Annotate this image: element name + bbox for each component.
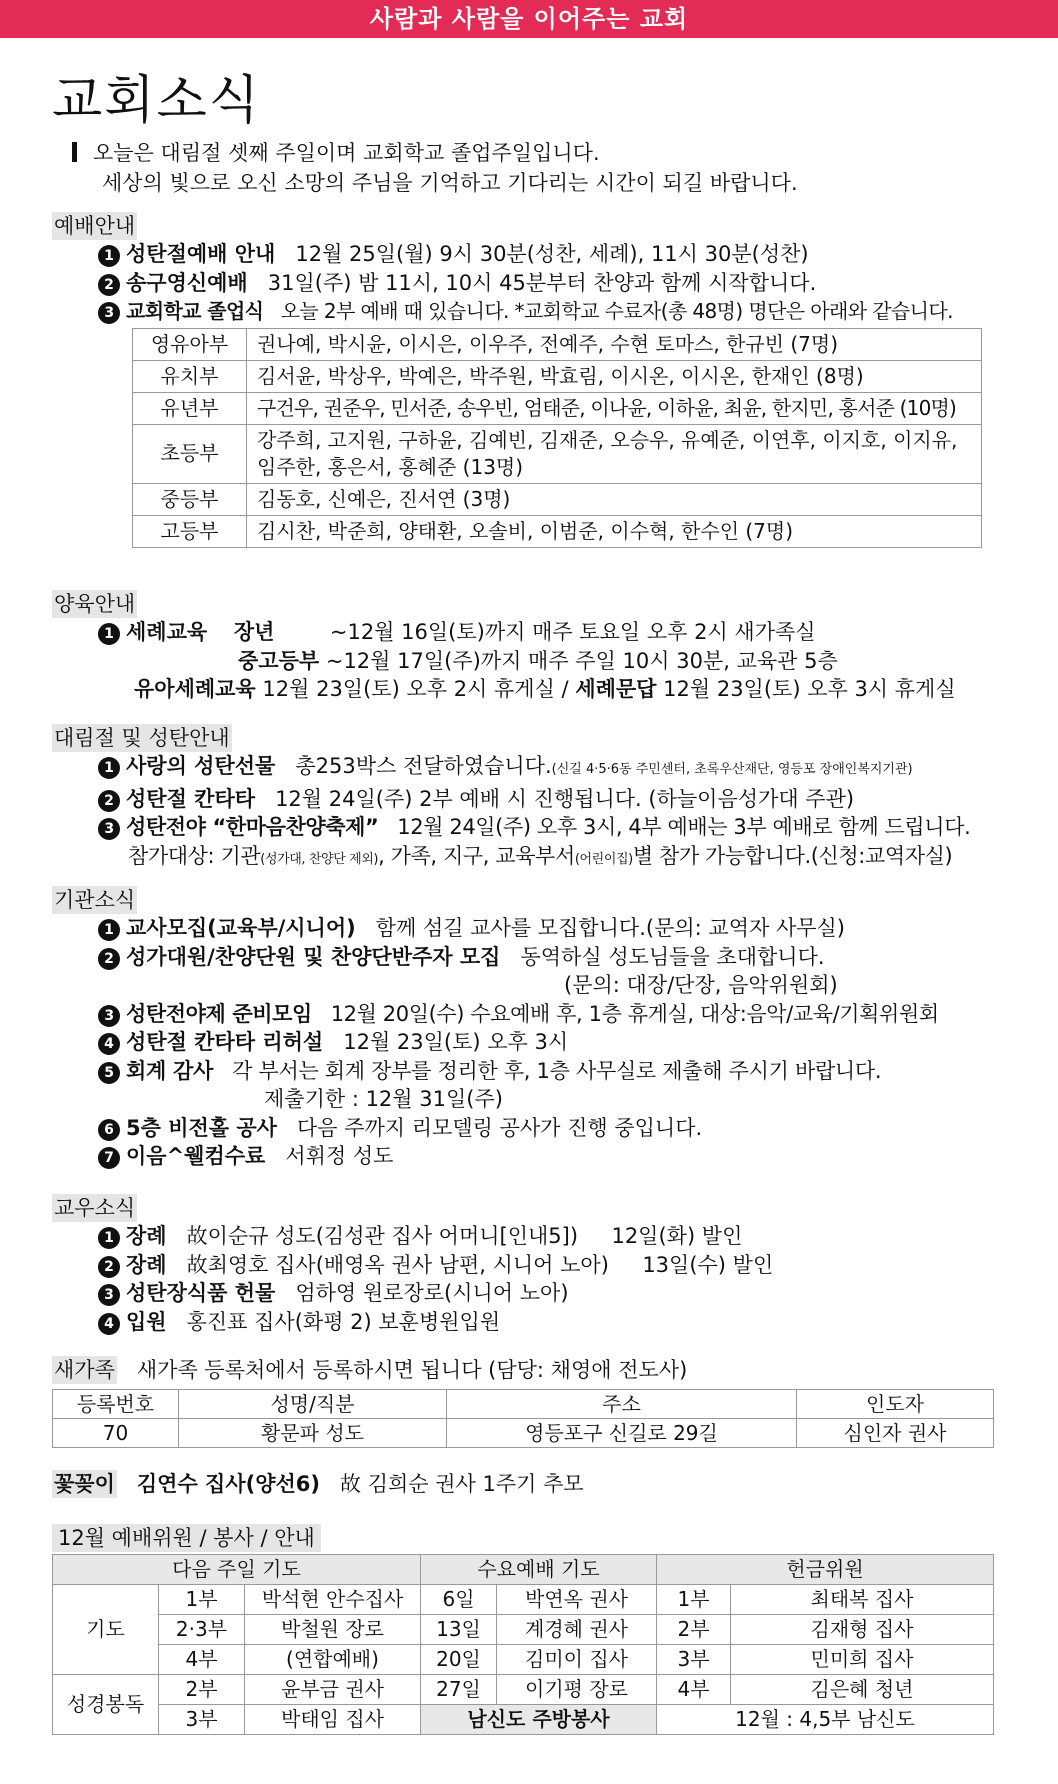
item-text: 동역하실 성도님들을 초대합니다. bbox=[520, 944, 825, 969]
item-text: 12월 23일(토) 오후 3시 bbox=[343, 1030, 569, 1054]
group-label: 성경봉독 bbox=[53, 1675, 159, 1735]
table-row bbox=[53, 1675, 994, 1705]
section-heading: 예배안내 bbox=[54, 214, 136, 238]
item-text: 12월 25일(월) 9시 30분(성찬, 세례), 11시 30분(성찬) bbox=[295, 242, 809, 266]
item-note: (성가대, 찬양단 제외) bbox=[260, 851, 379, 867]
number-badge: 1 bbox=[98, 757, 120, 779]
item-text: 12월 23일(토) 오후 3시 휴게실 bbox=[663, 677, 956, 701]
table-cell: 4부 bbox=[657, 1675, 731, 1705]
list-item bbox=[52, 1222, 773, 1251]
number-badge: 4 bbox=[98, 1313, 120, 1335]
table-row bbox=[133, 424, 982, 483]
table-row bbox=[133, 392, 982, 424]
members-section bbox=[52, 1194, 773, 1336]
table-cell: 김재형 집사 bbox=[731, 1615, 994, 1645]
table-cell: 윤부금 권사 bbox=[245, 1675, 421, 1705]
number-badge: 3 bbox=[98, 302, 120, 324]
column-header: 다음 주일 기도 bbox=[53, 1555, 421, 1585]
list-item bbox=[52, 647, 956, 676]
table-cell: 최태복 집사 bbox=[731, 1585, 994, 1615]
dept-cell: 중등부 bbox=[133, 483, 247, 515]
column-header: 주소 bbox=[447, 1389, 797, 1418]
section-heading: 12월 예배위원 / 봉사 / 안내 bbox=[52, 1524, 321, 1552]
item-title: 회계 감사 bbox=[126, 1058, 213, 1083]
item-text: 엄하영 원로장로(시니어 노아) bbox=[295, 1281, 569, 1305]
table-cell: 박연옥 권사 bbox=[497, 1585, 657, 1615]
table-header-row bbox=[53, 1555, 994, 1585]
table-row bbox=[133, 483, 982, 515]
table-cell: 2부 bbox=[159, 1675, 245, 1705]
number-badge: 2 bbox=[98, 948, 120, 970]
section-heading: 기관소식 bbox=[54, 888, 136, 912]
names-cell: 김시찬, 박준희, 양태환, 오솔비, 이범준, 이수혁, 한수인 (7명) bbox=[247, 515, 982, 547]
item-text: 서휘정 성도 bbox=[285, 1144, 394, 1168]
list-item bbox=[52, 1114, 939, 1143]
item-title: 사랑의 성탄선물 bbox=[126, 754, 276, 778]
dept-cell: 영유아부 bbox=[133, 328, 247, 360]
list-item-sub: 제출기한 : 12월 31일(주) bbox=[264, 1087, 503, 1111]
item-title: 장례 bbox=[126, 1252, 167, 1277]
kitchen-label: 남신도 주방봉사 bbox=[421, 1705, 657, 1735]
table-cell: 20일 bbox=[421, 1645, 497, 1675]
section-heading: 대림절 및 성탄안내 bbox=[54, 726, 230, 750]
number-badge: 2 bbox=[98, 790, 120, 812]
advent-section bbox=[52, 724, 970, 874]
list-item bbox=[52, 1279, 773, 1308]
number-badge: 3 bbox=[98, 1005, 120, 1027]
header-banner: 사람과 사람을 이어주는 교회 bbox=[0, 0, 1058, 38]
dept-cell: 초등부 bbox=[133, 424, 247, 483]
item-text: 새가족 등록처에서 등록하시면 됩니다 (담당: 채영애 전도사) bbox=[136, 1358, 688, 1382]
table-row bbox=[133, 328, 982, 360]
table-cell: 이기평 장로 bbox=[497, 1675, 657, 1705]
item-title: 송구영신예배 bbox=[126, 270, 248, 295]
list-item bbox=[52, 240, 982, 269]
section-heading: 새가족 bbox=[54, 1358, 115, 1382]
table-cell: 1부 bbox=[657, 1585, 731, 1615]
nurture-section bbox=[52, 590, 956, 704]
item-tail: 12일(화) 발인 bbox=[611, 1224, 743, 1248]
number-badge: 4 bbox=[98, 1033, 120, 1055]
table-cell: (연합예배) bbox=[245, 1645, 421, 1675]
list-item-sub: (문의: 대장/단장, 음악위원회) bbox=[564, 973, 838, 997]
column-header: 수요예배 기도 bbox=[421, 1555, 657, 1585]
item-text: 故이순규 성도(김성관 집사 어머니[인내5]) bbox=[186, 1224, 579, 1248]
group-label: 기도 bbox=[53, 1585, 159, 1675]
table-row bbox=[53, 1705, 994, 1735]
intro-line2: 세상의 빛으로 오신 소망의 주님을 기억하고 기다리는 시간이 되길 바랍니다. bbox=[102, 171, 798, 195]
worship-section bbox=[52, 212, 982, 548]
table-cell: 4부 bbox=[159, 1645, 245, 1675]
list-item bbox=[52, 1308, 773, 1337]
item-text: , 가족, 지구, 교육부서 bbox=[378, 843, 575, 868]
list-item bbox=[52, 269, 982, 298]
section-heading: 꽃꽂이 bbox=[54, 1472, 115, 1496]
item-text: 다음 주까지 리모델링 공사가 진행 중입니다. bbox=[296, 1115, 703, 1140]
dept-cell: 고등부 bbox=[133, 515, 247, 547]
item-title: 성탄절예배 안내 bbox=[126, 242, 276, 266]
table-cell: 3부 bbox=[657, 1645, 731, 1675]
item-title: 성가대원/찬양단원 및 찬양단반주자 모집 bbox=[126, 944, 501, 969]
names-cell: 권나예, 박시윤, 이시은, 이우주, 전예주, 수현 토마스, 한규빈 (7명) bbox=[247, 328, 982, 360]
list-item bbox=[52, 675, 956, 704]
item-text: 함께 섬길 교사를 모집합니다.(문의: 교역자 사무실) bbox=[375, 916, 845, 940]
table-cell: 2부 bbox=[657, 1615, 731, 1645]
newfamily-section bbox=[52, 1356, 994, 1448]
list-item bbox=[52, 1057, 939, 1086]
names-cell: 김서윤, 박상우, 박예은, 박주원, 박효림, 이시온, 이시온, 한재인 (8명) bbox=[247, 360, 982, 392]
dept-cell: 유치부 bbox=[133, 360, 247, 392]
list-item bbox=[52, 1251, 773, 1280]
table-row bbox=[53, 1615, 994, 1645]
number-badge: 6 bbox=[98, 1119, 120, 1141]
item-title: 김연수 집사(양선6) bbox=[136, 1472, 321, 1496]
table-cell: 1부 bbox=[159, 1585, 245, 1615]
item-title: 성탄절 칸타타 리허설 bbox=[126, 1030, 324, 1054]
list-item bbox=[52, 1000, 939, 1029]
table-cell: 6일 bbox=[421, 1585, 497, 1615]
table-cell: 황문파 성도 bbox=[179, 1418, 447, 1447]
table-cell: 13일 bbox=[421, 1615, 497, 1645]
item-text: 참가대상: 기관 bbox=[128, 843, 261, 868]
kitchen-text: 12월 : 4,5부 남신도 bbox=[657, 1705, 994, 1735]
number-badge: 7 bbox=[98, 1147, 120, 1169]
list-item bbox=[52, 785, 970, 814]
table-cell: 영등포구 신길로 29길 bbox=[447, 1418, 797, 1447]
item-text: 12월 23일(토) 오후 2시 휴게실 / bbox=[262, 677, 569, 701]
item-note: (어린이집) bbox=[574, 851, 633, 867]
intro-line1: 오늘은 대림절 셋째 주일이며 교회학교 졸업주일입니다. bbox=[93, 141, 600, 165]
names-cell: 김동호, 신예은, 진서연 (3명) bbox=[247, 483, 982, 515]
item-tail: 13일(수) 발인 bbox=[642, 1252, 774, 1277]
table-cell: 박태임 집사 bbox=[245, 1705, 421, 1735]
table-cell: 박철원 장로 bbox=[245, 1615, 421, 1645]
table-cell: 민미희 집사 bbox=[731, 1645, 994, 1675]
list-item bbox=[52, 943, 939, 972]
item-title: 입원 bbox=[126, 1309, 167, 1334]
list-item bbox=[52, 752, 970, 785]
page-title: 교회소식 bbox=[52, 71, 261, 131]
item-text: 오늘 2부 예배 때 있습니다. *교회학교 수료자(총 48명) 명단은 아래와 같습니다. bbox=[280, 299, 953, 323]
item-text: ~12월 16일(토)까지 매주 토요일 오후 2시 새가족실 bbox=[329, 620, 816, 644]
item-title: 교사모집(교육부/시니어) bbox=[126, 916, 356, 940]
item-title: 교회학교 졸업식 bbox=[126, 299, 264, 323]
table-row bbox=[133, 360, 982, 392]
item-text: 별 참가 가능합니다.(신청:교역자실) bbox=[632, 843, 953, 868]
table-header-row bbox=[53, 1389, 994, 1418]
item-text: 총253박스 전달하였습니다. bbox=[295, 754, 552, 778]
item-text: 홍진표 집사(화평 2) 보훈병원입원 bbox=[186, 1309, 501, 1334]
section-heading: 양육안내 bbox=[54, 592, 136, 616]
item-title: 성탄전야제 준비모임 bbox=[126, 1001, 312, 1026]
column-header: 성명/직분 bbox=[179, 1389, 447, 1418]
list-item bbox=[52, 813, 970, 842]
list-item bbox=[52, 1028, 939, 1057]
table-cell: 심인자 권사 bbox=[797, 1418, 994, 1447]
table-row bbox=[53, 1585, 994, 1615]
list-item bbox=[52, 618, 956, 647]
item-title: 세례교육 bbox=[126, 620, 208, 644]
item-title: 장례 bbox=[126, 1224, 167, 1248]
list-item bbox=[52, 297, 982, 326]
item-title: 성탄절 칸타타 bbox=[126, 786, 256, 811]
column-header: 인도자 bbox=[797, 1389, 994, 1418]
item-text: 12월 24일(주) 2부 예배 시 진행됩니다. (하늘이음성가대 주관) bbox=[275, 786, 855, 811]
table-cell: 2·3부 bbox=[159, 1615, 245, 1645]
table-row bbox=[133, 515, 982, 547]
table-cell: 27일 bbox=[421, 1675, 497, 1705]
item-text: 각 부서는 회계 장부를 정리한 후, 1층 사무실로 제출해 주시기 바랍니다. bbox=[232, 1058, 882, 1083]
item-title: 유아세례교육 bbox=[134, 677, 256, 701]
bullet-bar bbox=[72, 142, 77, 162]
item-text: 31일(주) 밤 11시, 10시 45분부터 찬양과 함께 시작합니다. bbox=[267, 270, 817, 295]
duty-section bbox=[52, 1524, 994, 1735]
table-row bbox=[53, 1418, 994, 1447]
flowers-section bbox=[52, 1470, 584, 1499]
item-text: 故최영호 집사(배영옥 권사 남편, 시니어 노아) bbox=[186, 1252, 609, 1277]
number-badge: 3 bbox=[98, 818, 120, 840]
number-badge: 3 bbox=[98, 1284, 120, 1306]
table-cell: 3부 bbox=[159, 1705, 245, 1735]
number-badge: 1 bbox=[98, 623, 120, 645]
flowers-line bbox=[52, 1470, 584, 1499]
item-title: 세례문답 bbox=[575, 677, 657, 701]
dept-cell: 유년부 bbox=[133, 392, 247, 424]
item-label: 중고등부 bbox=[238, 648, 320, 673]
item-title: 성탄전야 “한마음찬양축제” bbox=[126, 815, 379, 839]
item-text: 故 김희순 권사 1주기 추모 bbox=[340, 1472, 584, 1496]
graduates-table bbox=[132, 328, 982, 548]
number-badge: 1 bbox=[98, 245, 120, 267]
column-header: 등록번호 bbox=[53, 1389, 179, 1418]
newfamily-line bbox=[52, 1356, 994, 1385]
number-badge: 2 bbox=[98, 274, 120, 296]
number-badge: 2 bbox=[98, 1256, 120, 1278]
names-cell: 강주희, 고지원, 구하윤, 김예빈, 김재준, 오승우, 유예준, 이연후, 이지호, 이지유, 임주한, 홍은서, 홍혜준 (13명) bbox=[247, 424, 982, 483]
number-badge: 5 bbox=[98, 1062, 120, 1084]
names-cell: 구건우, 권준우, 민서준, 송우빈, 엄태준, 이나윤, 이하윤, 최윤, 한지민, 홍서준 (10명) bbox=[247, 392, 982, 424]
item-text: ~12월 17일(주)까지 매주 주일 10시 30분, 교육관 5층 bbox=[325, 648, 838, 673]
duty-table bbox=[52, 1554, 994, 1735]
table-cell: 70 bbox=[53, 1418, 179, 1447]
item-text: 12월 20일(수) 수요예배 후, 1층 휴게실, 대상:음악/교육/기획위원회 bbox=[330, 1001, 939, 1026]
table-cell: 김은혜 청년 bbox=[731, 1675, 994, 1705]
item-label: 장년 bbox=[233, 620, 275, 644]
newfamily-table bbox=[52, 1389, 994, 1448]
number-badge: 1 bbox=[98, 919, 120, 941]
list-item bbox=[52, 1142, 939, 1171]
column-header: 헌금위원 bbox=[657, 1555, 994, 1585]
table-cell: 김미이 집사 bbox=[497, 1645, 657, 1675]
item-note: (신길 4·5·6동 주민센터, 초록우산재단, 영등포 장애인복지기관) bbox=[551, 762, 913, 777]
section-heading: 교우소식 bbox=[54, 1196, 136, 1220]
number-badge: 1 bbox=[98, 1227, 120, 1249]
item-title: 성탄장식품 헌물 bbox=[126, 1281, 276, 1305]
intro bbox=[72, 138, 798, 198]
item-title: 5층 비전홀 공사 bbox=[126, 1115, 277, 1140]
list-item bbox=[52, 914, 939, 943]
org-section bbox=[52, 886, 939, 1171]
table-cell: 박석현 안수집사 bbox=[245, 1585, 421, 1615]
list-item bbox=[52, 842, 970, 875]
table-row bbox=[53, 1645, 994, 1675]
item-text: 12월 24일(주) 오후 3시, 4부 예배는 3부 예배로 함께 드립니다. bbox=[397, 815, 971, 839]
table-cell: 계경혜 권사 bbox=[497, 1615, 657, 1645]
item-title: 이음^웰컴수료 bbox=[126, 1144, 266, 1168]
